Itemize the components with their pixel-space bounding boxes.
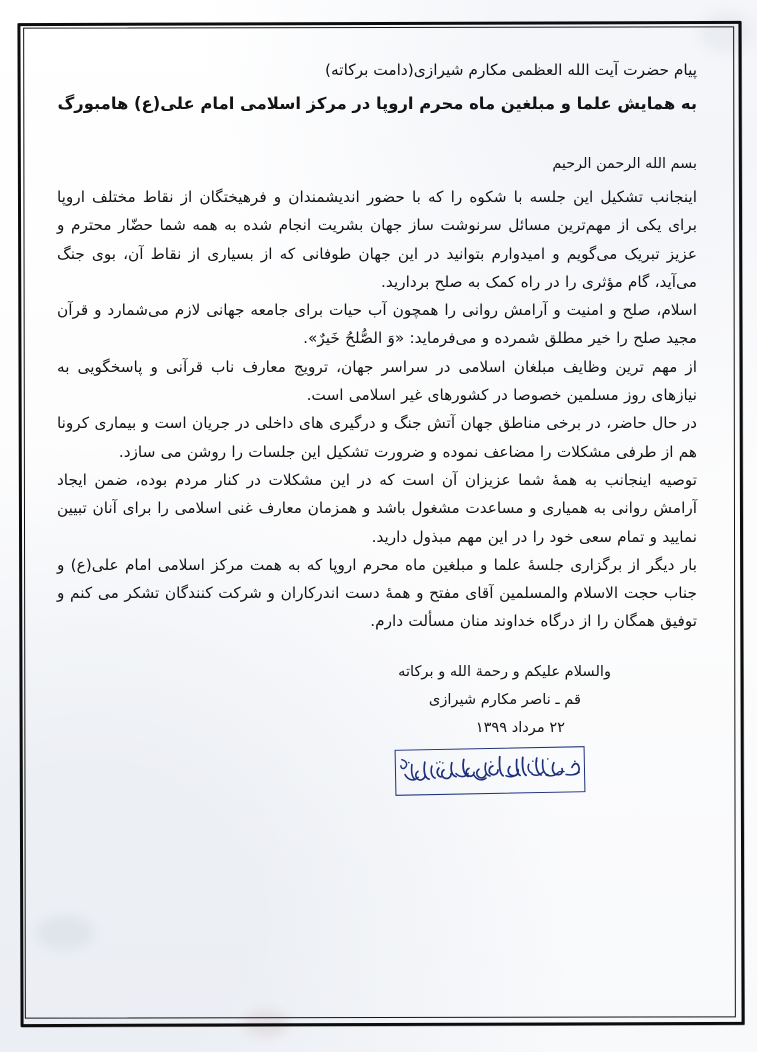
- page-title-line-1: پیام حضرت آیت الله العظمی مکارم شیرازی(دامت برکاته): [325, 61, 697, 79]
- body-paragraph-1: اینجانب تشکیل این جلسه با شکوه را که با حضور اندیشمندان و فرهیختگان از نقاط مختلف اروپا برای یکی از مهم‌ترین مسائل سرنوشت ساز جهان بشریت انجام شده به همه شما حضّار محترم و عزیز تبریک می‌گویم و امیدوارم بتوانید در این جهان طوفانی که از بسیاری از نقاط آن، بوی جنگ می‌آید، گام مؤثری را در راه کمک به صلح بردارید.: [57, 188, 697, 291]
- body-paragraph-3: از مهم ترین وظایف مبلغان اسلامی در سراسر جهان، ترویج معارف ناب قرآنی و پاسخگویی به نیازهای روز مسلمین خصوصا در کشورهای غیر اسلامی است.: [57, 357, 697, 405]
- stamp-script-icon: [396, 747, 585, 795]
- body-paragraph-6: بار دیگر از برگزاری جلسهٔ علما و مبلغین ماه محرم اروپا که به همت مرکز اسلامی امام علی(ع) و جناب حجت الاسلام والمسلمین آقای مفتح و همهٔ دست اندرکاران و شرکت کنندگان تشکر می کنم و توفیق همگان را از درگاه خداوند منان مسألت دارم.: [57, 555, 697, 631]
- office-stamp: [395, 746, 586, 796]
- letter-content: [57, 27, 697, 1012]
- closing-salutation: والسلام علیکم و رحمة الله و برکاته: [398, 662, 611, 680]
- letter-date: ۲۲ مرداد ۱۳۹۹: [475, 718, 565, 736]
- signer-name: قم ـ ناصر مکارم شیرازی: [428, 690, 581, 708]
- page-title-line-2: به همایش علما و مبلغین ماه محرم اروپا در مرکز اسلامی امام علی(ع) هامبورگ: [57, 94, 697, 113]
- closing-block: [57, 658, 697, 794]
- letter-heading: [57, 58, 697, 119]
- basmala-invocation: بسم الله الرحمن الرحیم: [552, 156, 697, 172]
- body-paragraph-4: در حال حاضر، در برخی مناطق جهان آتش جنگ و درگیری های داخلی در جریان است و بیماری کرونا هم از طرفی مشکلات را مضاعف نموده و ضرورت تشکیل این جلسات را روشن می سازد.: [57, 414, 697, 461]
- body-paragraph-2: اسلام، صلح و امنیت و آرامش روانی را همچون آب حیات برای جامعه جهانی لازم می‌شمارد و قرآن مجید صلح را خیر مطلق شمرده و می‌فرماید: «وَ الصُّلحُ خَیرٌ».: [57, 301, 697, 348]
- letter-body: [57, 183, 697, 636]
- official-stamp-area: [57, 748, 651, 794]
- body-paragraph-5: توصیه اینجانب به همهٔ شما عزیزان آن است که در این مشکلات در کنار مردم بوده، ضمن ایجاد آرامش روانی به همیاری و مساعدت مشغول باشد و همزمان معارف غنی اسلامی را برای آنان تبیین نمایید و تمام سعی خود را در این مهم مبذول دارید.: [57, 470, 697, 546]
